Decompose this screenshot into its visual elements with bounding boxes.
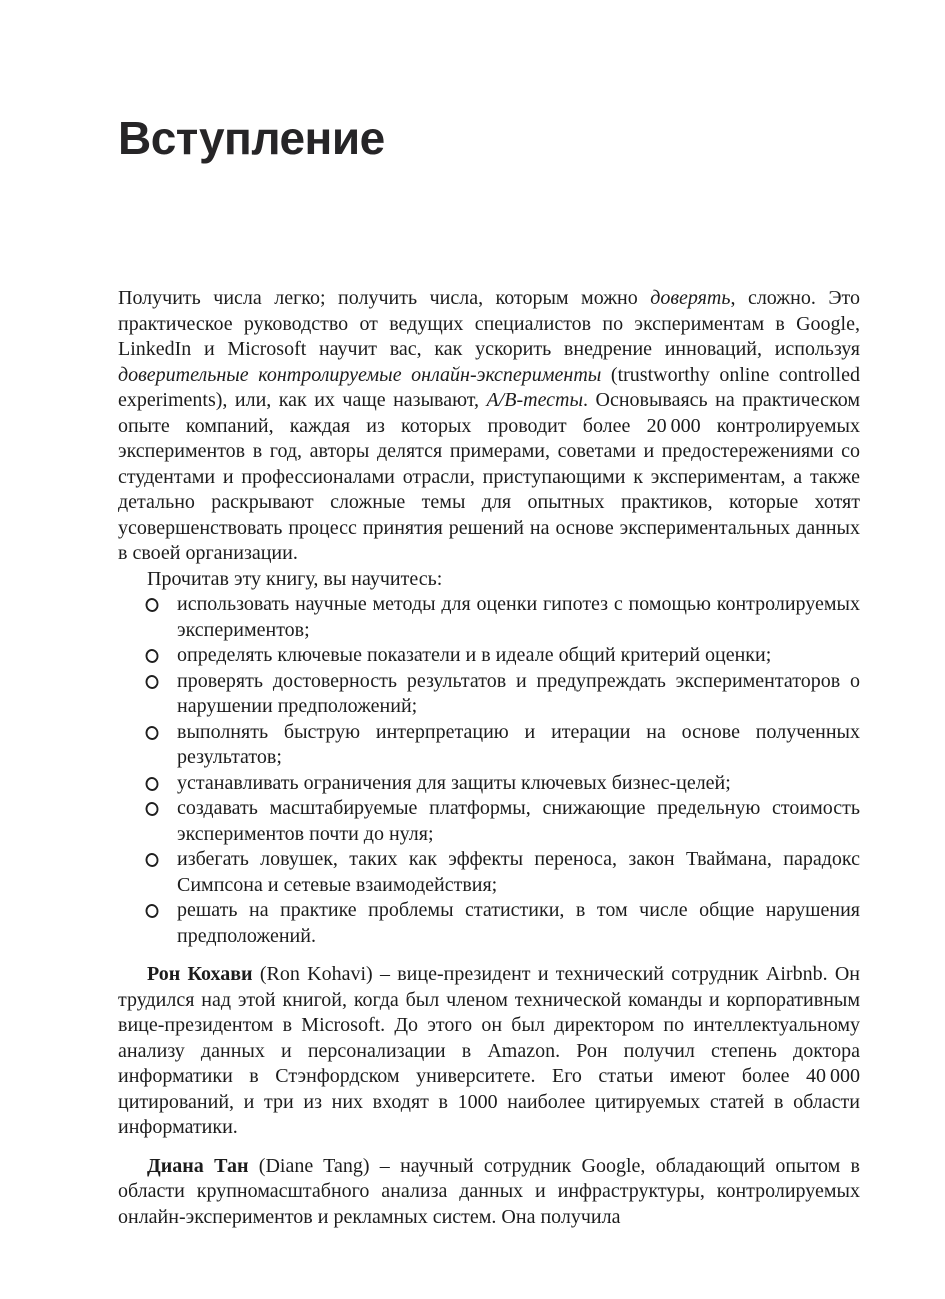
text-segment: , сложно. Это практическое руководство от ведущих специалистов по экспериментам в Google, LinkedIn и Microsoft научит вас, как ускорить внедрение инноваций, используя xyxy=(118,287,860,360)
list-item-text: устанавливать ограничения для защиты ключевых бизнес-целей; xyxy=(177,771,731,794)
text-segment: А/В-тесты xyxy=(486,389,584,411)
list-item xyxy=(118,771,860,797)
text-segment: (Ron Kohavi) – вице-президент и технический сотрудник Airbnb. Он трудился над этой книгой, когда был членом технической команды и корпоративным вице-президентом в Microsoft. До этого он был директором по интеллектуальному анализу данных и персонализации в Amazon. Рон получил степень доктора информатики в Стэнфордском университете. Его статьи имеют более 40 000 цитирований, и три из них входят в 1000 наиболее цитируемых статей в области информатики. xyxy=(118,963,860,1138)
text-segment: Рон Кохави xyxy=(147,963,253,985)
list-item xyxy=(118,796,860,847)
text-segment: Диана Тан xyxy=(147,1154,249,1177)
page-title: Вступление xyxy=(118,112,385,164)
circle-bullet-icon xyxy=(145,903,160,919)
circle-bullet-icon xyxy=(145,597,160,613)
text-segment: (trustworthy online controlled experiments), или, как их чаще называют, xyxy=(118,363,860,411)
text-segment: доверять xyxy=(650,287,731,309)
text-segment: (Diane Tang) – научный сотрудник Google, обладающий опытом в области крупномасштабного анализа данных и инфраструктуры, контролируемых онлайн-экспериментов и рекламных систем. Она получила xyxy=(118,1154,860,1228)
intro-paragraph xyxy=(118,286,860,567)
text-segment: доверительные контролируемые онлайн-эксперименты xyxy=(118,363,602,386)
list-item-text: создавать масштабируемые платформы, снижающие предельную стоимость экспериментов почти до нуля; xyxy=(177,797,860,845)
list-item xyxy=(118,847,860,898)
list-item-text: проверять достоверность результатов и предупреждать экспериментаторов о нарушении предположений; xyxy=(177,669,860,717)
list-item-text: использовать научные методы для оценки гипотез с помощью контролируемых экспериментов; xyxy=(177,593,860,641)
author-ron-paragraph xyxy=(118,962,860,1141)
circle-bullet-icon xyxy=(145,776,160,792)
text-segment: Получить числа легко; получить числа, которым можно xyxy=(118,287,651,309)
list-item xyxy=(118,643,860,669)
author-diane-paragraph xyxy=(118,1154,860,1231)
text-segment: . Основываясь на практическом опыте компаний, каждая из которых проводит более 20 000 контролируемых экспериментов в год, авторы делятся примерами, советами и предостережениями со студентами и профессионалами отрасли, приступающими к экспериментам, а также детально раскрывают сложные темы для опытных практиков, которые хотят усовершенствовать процесс принятия решений на основе экспериментальных данных в своей организации. xyxy=(118,389,860,564)
list-item xyxy=(118,720,860,771)
list-item xyxy=(118,898,860,949)
circle-bullet-icon xyxy=(145,674,160,690)
list-item-text: решать на практике проблемы статистики, в том числе общие нарушения предположений. xyxy=(177,899,860,947)
circle-bullet-icon xyxy=(145,852,160,868)
circle-bullet-icon xyxy=(145,801,160,817)
list-item-text: определять ключевые показатели и в идеале общий критерий оценки; xyxy=(177,644,772,666)
page-body xyxy=(118,286,860,1230)
lead-in-line: Прочитав эту книгу, вы научитесь: xyxy=(147,567,443,590)
learning-outcomes-list xyxy=(118,592,860,949)
list-item-text: избегать ловушек, таких как эффекты переноса, закон Тваймана, парадокс Симпсона и сетевые взаимодействия; xyxy=(177,848,860,896)
list-item xyxy=(118,592,860,643)
list-item-text: выполнять быструю интерпретацию и итерации на основе полученных результатов; xyxy=(177,720,860,768)
circle-bullet-icon xyxy=(145,648,160,664)
list-item xyxy=(118,669,860,720)
circle-bullet-icon xyxy=(145,725,160,741)
